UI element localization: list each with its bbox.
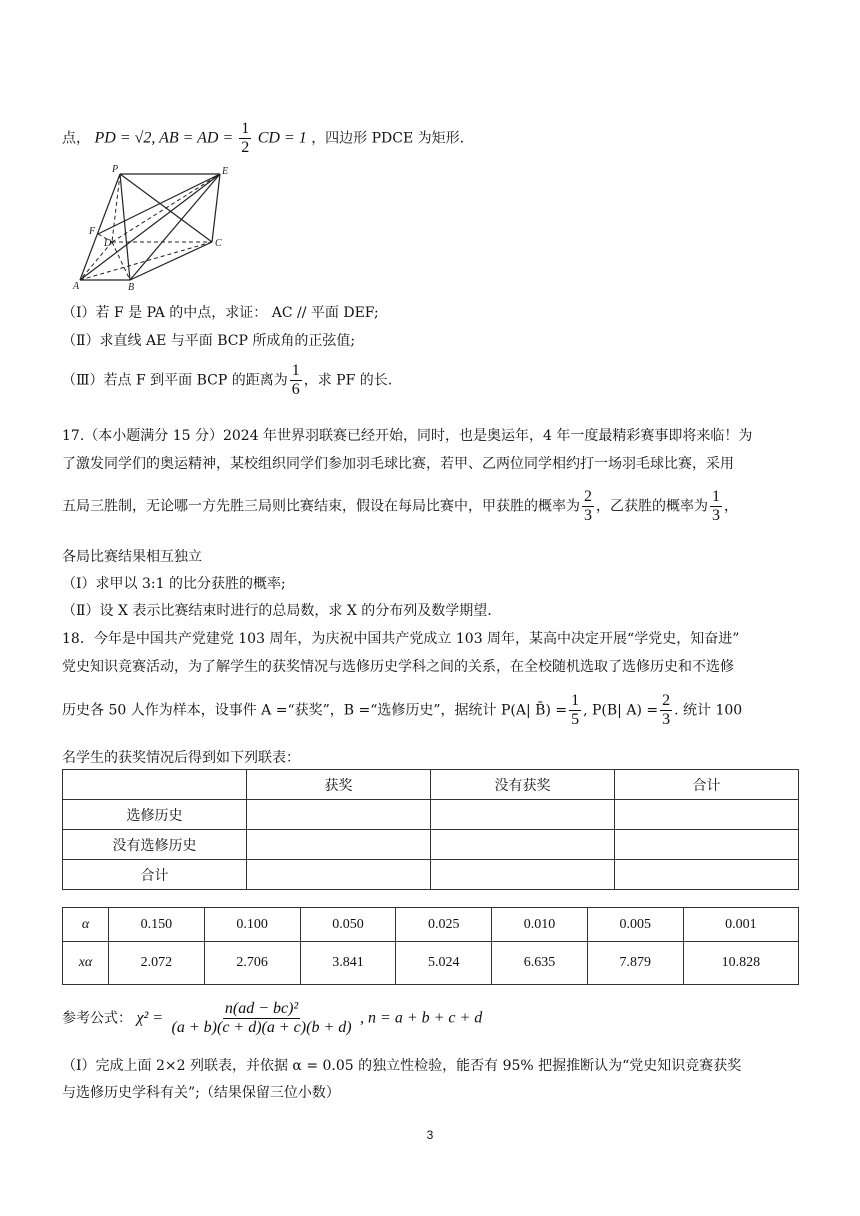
table-row: 选修历史 [63,800,799,830]
page-number: 3 [426,1128,434,1142]
q18-line-3: 历史各 50 人作为样本，设事件 A =“获奖”，B =“选修历史”，据统计 P(A| B̄) = $\frac{1}{5}$ , P(B| A) = $\frac{2}{3}$ . 统计 100 [62,692,743,728]
q17-line-3: 五局三胜制，无论哪一方先胜三局则比赛结束，假设在每局比赛中，甲获胜的概率为 $\frac{2}{3}$ ，乙获胜的概率为 $\frac{1}{3}$ ， [62,488,738,524]
q17-line-4: 各局比赛结果相互独立 [62,549,202,565]
q16-part-iii: （Ⅲ）若点 F 到平面 BCP 的距离为 $\frac{1}{6}$ ，求 PF 的长. [62,362,393,398]
q16-part-ii: （Ⅱ）求直线 AE 与平面 BCP 所成角的正弦值; [62,333,356,349]
reference-formula: 参考公式： χ² = $\frac{\text{n(ad − bc)²}}{(a + b)(c + d)(a + c)(b + d)}$ , n = a + b + c + d [62,1000,483,1036]
table-row: 没有选修历史 [63,830,799,860]
label-c: C [215,238,222,249]
q17-part-ii: （Ⅱ）设 X 表示比赛结束时进行的总局数，求 X 的分布列及数学期望. [62,603,492,619]
label-d: D [104,238,112,249]
contingency-table [62,769,799,890]
q16-part-i: （I）若 F 是 PA 的中点，求证： AC // 平面 DEF; [62,305,379,321]
geometry-figure [72,162,242,292]
intro-line: 点， PD = √2, AB = AD = $\frac{1}{2}$ CD = 1 ，四边形 PDCE 为矩形. [62,120,465,156]
q18-line-4: 名学生的获奖情况后得到如下列联表： [62,750,300,766]
label-b: B [128,282,135,292]
table-row: 获奖 没有获奖 合计 [63,770,799,800]
q18-part-i-line-1: （I）完成上面 2×2 列联表，并依据 α = 0.05 的独立性检验，能否有 95% 把握推断认为“党史知识竞赛获奖 [62,1058,742,1074]
table-row: 合计 [63,860,799,890]
critical-value-table [62,907,799,985]
q18-line-2: 党史知识竞赛活动，为了解学生的获奖情况与选修历史学科之间的关系，在全校随机选取了选修历史和不选修 [62,659,734,675]
q18-line-1: 18．今年是中国共产党建党 103 周年，为庆祝中国共产党成立 103 周年，某高中决定开展“学党史，知奋进” [62,631,740,647]
table-row: α 0.150 0.100 0.050 0.025 0.010 0.005 0.001 [63,908,799,942]
q17-part-i: （I）求甲以 3:1 的比分获胜的概率; [62,576,286,592]
label-e: E [222,166,229,177]
label-a: A [73,281,80,292]
table-row: xα 2.072 2.706 3.841 5.024 6.635 7.879 10.828 [63,942,799,985]
q17-line-1: 17.（本小题满分 15 分）2024 年世界羽联赛已经开始，同时，也是奥运年，4 年一度最精彩赛事即将来临！为 [62,428,753,444]
label-f: F [89,226,96,237]
label-p: P [112,164,119,175]
fraction: $\frac{1}{2}$ [241,120,250,156]
q18-part-i-line-2: 与选修历史学科有关”;（结果保留三位小数） [62,1085,340,1101]
q17-line-2: 了激发同学们的奥运精神，某校组织同学们参加羽毛球比赛，若甲、乙两位同学相约打一场羽毛球比赛，采用 [62,456,734,472]
